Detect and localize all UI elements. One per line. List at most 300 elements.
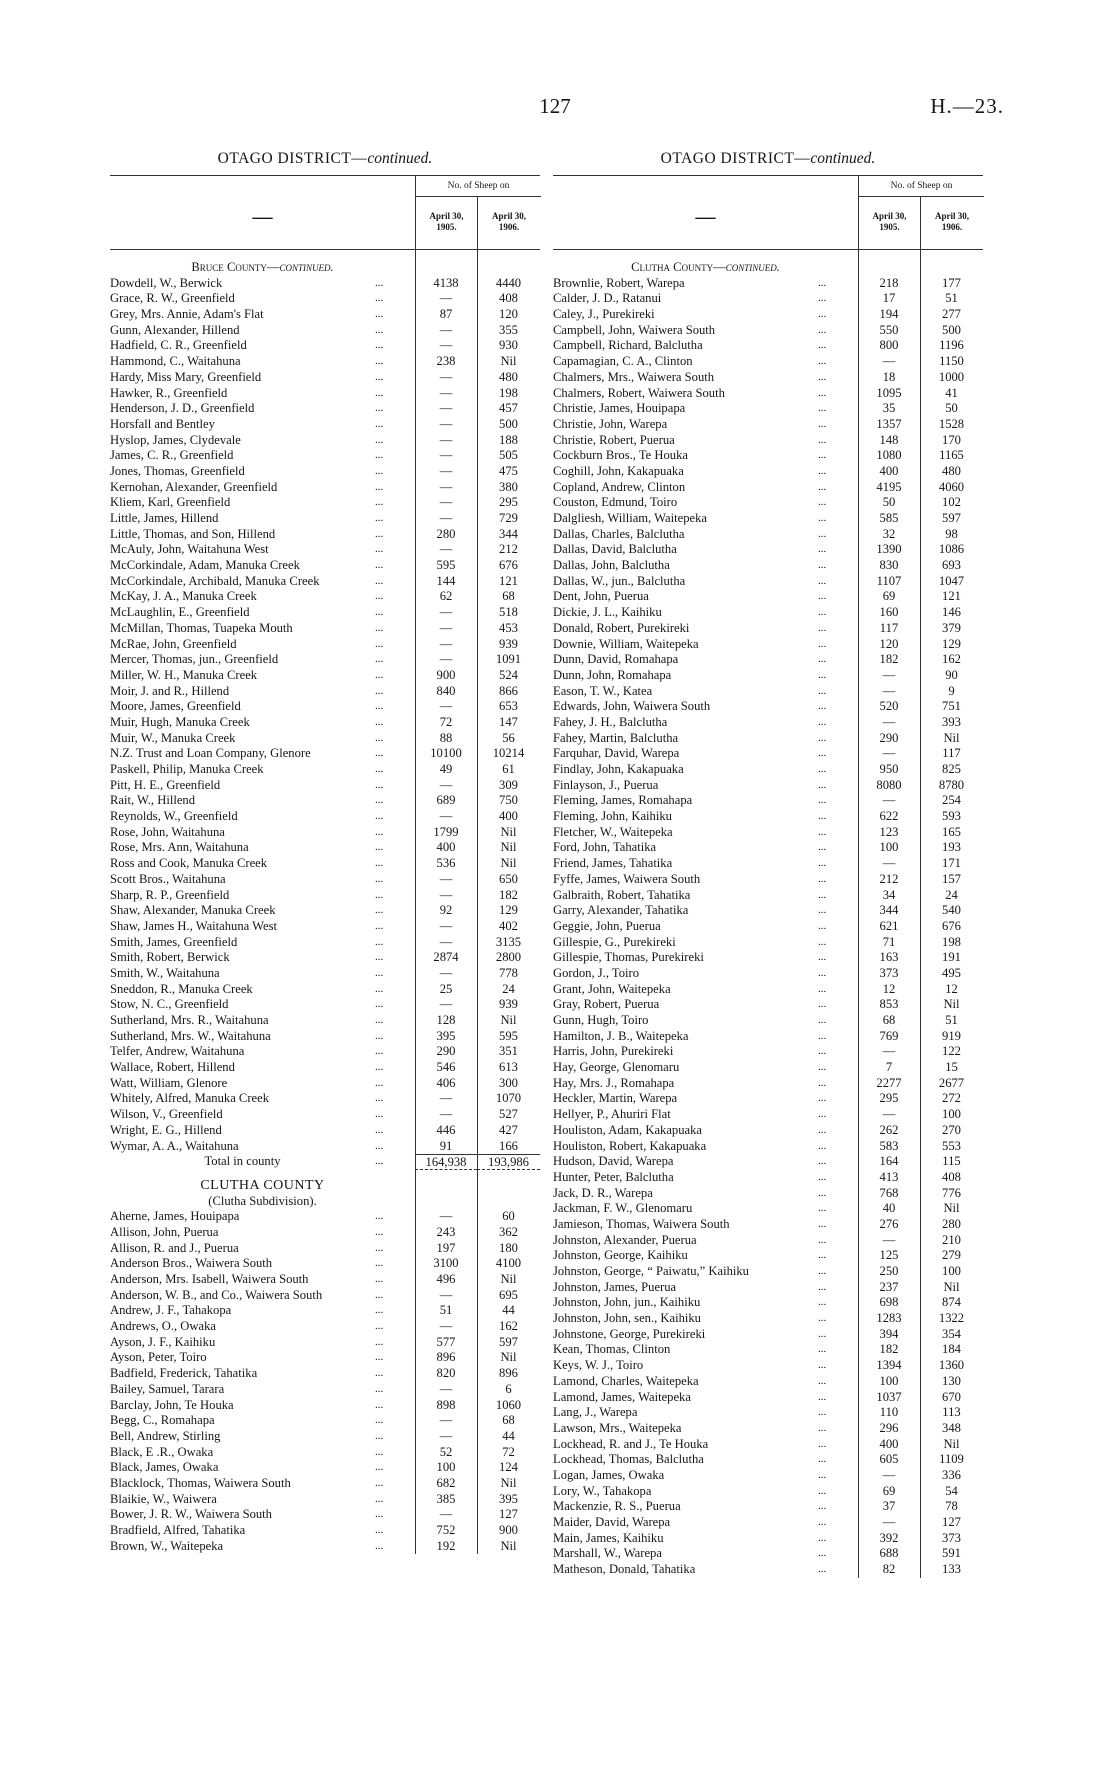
owner-name: Garry, Alexander, Tahatika: [553, 903, 689, 918]
right-column: [553, 150, 983, 1578]
table-row: [553, 1170, 983, 1186]
table-row: [110, 888, 540, 904]
sheep-1906: 191: [942, 950, 961, 965]
table-row: [553, 307, 983, 323]
sheep-1906: 408: [942, 1169, 961, 1184]
owner-name: Fyffe, James, Waiwera South: [553, 871, 701, 886]
table-row: [553, 762, 983, 778]
owner-name: Gunn, Alexander, Hillend: [110, 322, 240, 337]
owner-name: Allison, R. and J., Puerua: [110, 1240, 239, 1255]
owner-name: Fletcher, W., Waitepeka: [553, 824, 673, 839]
leader-dots: ...: [818, 825, 827, 838]
sheep-1906: 68: [502, 1413, 515, 1428]
sheep-1906: Nil: [500, 840, 517, 855]
leader-dots: ...: [818, 1327, 827, 1340]
table-row: [553, 825, 983, 841]
table-row: [110, 778, 540, 794]
table-row: [553, 1546, 983, 1562]
sheep-1905: 194: [879, 307, 899, 322]
sheep-1906: 113: [942, 1405, 961, 1420]
title-cont: continued.: [367, 150, 433, 167]
leader-dots: ...: [375, 1476, 384, 1489]
owner-name: Whitely, Alfred, Manuka Creek: [110, 1091, 270, 1106]
sheep-1905: 182: [879, 652, 899, 667]
leader-dots: ...: [375, 872, 384, 885]
owner-name: Maider, David, Warepa: [553, 1515, 671, 1529]
owner-name: Dickie, J. L., Kaihiku: [553, 605, 662, 620]
sheep-1906: 198: [942, 934, 961, 949]
sheep-1905: —: [439, 871, 453, 886]
sheep-1905: 689: [436, 793, 456, 808]
sheep-1905: —: [439, 918, 453, 933]
sheep-1906: 379: [942, 620, 961, 635]
sheep-1905: 62: [439, 589, 453, 604]
leader-dots: ...: [818, 1170, 827, 1183]
leader-dots: ...: [818, 402, 827, 415]
sheep-1906: 90: [945, 667, 958, 682]
leader-dots: ...: [375, 1382, 384, 1395]
sheep-1905: —: [882, 746, 896, 761]
owner-name: Dallas, Charles, Balclutha: [553, 526, 685, 541]
sheep-1905: —: [439, 887, 453, 902]
table-row: [553, 1280, 983, 1296]
leader-dots: ...: [375, 684, 384, 697]
owner-name: Wymar, A. A., Waitahuna: [110, 1138, 239, 1153]
page-number: 127: [539, 94, 571, 118]
leader-dots: ...: [818, 1123, 827, 1136]
leader-dots: ...: [818, 370, 827, 383]
leader-dots: ...: [818, 1531, 827, 1544]
sheep-1905: —: [439, 542, 453, 557]
table-row: [553, 966, 983, 982]
leader-dots: ...: [818, 1343, 827, 1356]
table-row: [110, 731, 540, 747]
sheep-1905: 123: [879, 824, 899, 839]
sheep-1906: 24: [945, 887, 958, 902]
header-sheep-count: No. of Sheep on: [415, 176, 541, 197]
table-row: [110, 1225, 540, 1241]
owner-name: Brownlie, Robert, Warepa: [553, 275, 685, 290]
sheep-1906: 277: [942, 307, 961, 322]
table-row: [110, 966, 540, 982]
sheep-1905: 595: [436, 558, 456, 573]
owner-name: Coghill, John, Kakapuaka: [553, 463, 684, 478]
sheep-1906: 1091: [495, 652, 522, 667]
table-row: [553, 401, 983, 417]
sheep-1906: 670: [942, 1389, 961, 1404]
table-row: [110, 1398, 540, 1414]
owner-name: Gunn, Hugh, Toiro: [553, 1013, 649, 1027]
table-row: [553, 652, 983, 668]
sheep-1905: 2874: [433, 950, 459, 965]
sheep-1906: 650: [499, 871, 518, 886]
owner-name: Smith, Robert, Berwick: [110, 950, 230, 965]
owner-name: Grace, R. W., Greenfield: [110, 291, 235, 306]
leader-dots: ...: [818, 1484, 827, 1497]
table-row: [553, 542, 983, 558]
leader-dots: ...: [818, 1265, 827, 1277]
table-row: [110, 354, 540, 370]
owner-name: Henderson, J. D., Greenfield: [110, 401, 255, 416]
table-row: [553, 1515, 983, 1531]
table-row: [110, 1209, 540, 1225]
leader-dots: ...: [375, 1304, 384, 1317]
leader-dots: ...: [375, 543, 384, 556]
sheep-1905: 117: [879, 620, 899, 635]
table-row: [553, 1029, 983, 1045]
table-row: [553, 809, 983, 825]
sheep-1906: 44: [502, 1303, 515, 1318]
sheep-1906: 362: [499, 1224, 518, 1239]
leader-dots: ...: [818, 1249, 827, 1262]
sheep-1906: 751: [942, 699, 961, 714]
table-row: [110, 793, 540, 809]
sheep-1906: Nil: [500, 1013, 517, 1027]
title-main: OTAGO DISTRICT—: [217, 150, 368, 167]
left-table-body: [110, 250, 540, 1554]
leader-dots: ...: [818, 1563, 827, 1576]
leader-dots: ...: [375, 496, 384, 509]
table-row: [110, 1366, 540, 1382]
sheep-1906: 480: [942, 463, 961, 478]
sheep-1906: 50: [945, 401, 958, 416]
leader-dots: ...: [818, 1390, 827, 1403]
owner-name: Sutherland, Mrs. W., Waitahuna: [110, 1028, 271, 1043]
sheep-1906: 157: [942, 871, 961, 886]
sheep-1905: 400: [436, 840, 456, 855]
table-row: [110, 1382, 540, 1398]
sheep-1906: 825: [942, 762, 961, 776]
leader-dots: ...: [375, 951, 384, 964]
sheep-1906: 182: [499, 887, 518, 902]
leader-dots: ...: [818, 747, 827, 760]
owner-name: Blaikie, W., Waiwera: [110, 1491, 217, 1506]
table-row: [553, 1139, 983, 1155]
sheep-1905: 290: [436, 1044, 456, 1059]
sheep-1906: 184: [942, 1342, 961, 1357]
leader-dots: ...: [375, 402, 384, 415]
leader-dots: ...: [818, 1014, 827, 1026]
table-row: [110, 480, 540, 496]
sheep-1906: 279: [942, 1248, 961, 1263]
leader-dots: ...: [818, 1155, 827, 1168]
table-row: [553, 746, 983, 762]
sheep-1906: 778: [499, 965, 518, 980]
sheep-1906: 593: [942, 809, 961, 824]
sheep-1905: 49: [439, 762, 453, 776]
sheep-1906: 121: [942, 589, 961, 604]
leader-dots: ...: [375, 841, 384, 854]
table-row: [553, 527, 983, 543]
table-row: [553, 1452, 983, 1468]
owner-name: N.Z. Trust and Loan Company, Glenore: [110, 746, 311, 761]
owner-name: Fleming, John, Kaihiku: [553, 809, 672, 824]
leader-dots: ...: [818, 637, 827, 650]
total-1906: 193,986: [477, 1154, 540, 1170]
leader-dots: ...: [375, 355, 384, 368]
table-row: [553, 354, 983, 370]
section-heading-clutha: CLUTHA COUNTY: [200, 1177, 325, 1193]
section-heading-bruce: Bruce County—continued.: [191, 260, 334, 274]
leader-dots: ...: [818, 998, 827, 1011]
owner-name: Moir, J. and R., Hillend: [110, 683, 230, 698]
leader-dots: ...: [375, 1210, 384, 1223]
leader-dots: ...: [818, 1186, 827, 1199]
leader-dots: ...: [818, 527, 827, 540]
leader-dots: ...: [818, 355, 827, 368]
table-row: [553, 276, 983, 292]
leader-dots: ...: [818, 1468, 827, 1481]
clutha-cont-rows: [553, 276, 983, 1578]
table-row: [110, 840, 540, 856]
table-row: [553, 1123, 983, 1139]
table-row: [110, 621, 540, 637]
sheep-1905: 769: [879, 1028, 899, 1043]
sheep-1905: 280: [436, 526, 456, 541]
sheep-1905: 148: [879, 432, 899, 447]
table-row: [110, 323, 540, 339]
sheep-1905: 4138: [433, 275, 459, 290]
leader-dots: ...: [818, 1312, 827, 1325]
leader-dots: ...: [818, 496, 827, 509]
sheep-1906: 597: [499, 1334, 518, 1349]
table-row: [110, 684, 540, 700]
owner-name: Watt, William, Glenore: [110, 1075, 228, 1090]
table-row: [110, 370, 540, 386]
owner-name: Christie, John, Warepa: [553, 416, 668, 431]
table-row: [110, 291, 540, 307]
owner-name: Couston, Edmund, Toiro: [553, 495, 678, 510]
leader-dots: ...: [818, 1139, 827, 1152]
table-row: [110, 872, 540, 888]
sheep-1905: 295: [879, 1091, 899, 1106]
table-row: [110, 903, 540, 919]
owner-name: Harris, John, Purekireki: [553, 1044, 674, 1059]
owner-name: Aherne, James, Houipapa: [110, 1209, 240, 1224]
header-1906: April 30, 1906.: [477, 197, 540, 249]
sheep-1905: 100: [436, 1460, 456, 1475]
owner-name: Caley, J., Purekireki: [553, 307, 655, 322]
leader-dots: ...: [818, 574, 827, 587]
table-row: [553, 1390, 983, 1406]
sheep-1905: —: [439, 605, 453, 620]
owner-name: McLaughlin, E., Greenfield: [110, 605, 250, 620]
sheep-1905: 238: [436, 354, 456, 369]
owner-name: Donald, Robert, Purekireki: [553, 620, 690, 635]
owner-name: Dallas, W., jun., Balclutha: [553, 573, 686, 588]
sheep-1906: 354: [942, 1326, 961, 1341]
sheep-1905: —: [882, 667, 896, 682]
leader-dots: ...: [375, 1108, 384, 1121]
sheep-1905: —: [882, 793, 896, 808]
table-row: [553, 1186, 983, 1202]
sheep-1905: 853: [879, 997, 899, 1012]
table-row: [553, 731, 983, 747]
sheep-1905: —: [439, 463, 453, 478]
sheep-1906: 120: [499, 307, 518, 322]
sheep-1906: 60: [502, 1209, 515, 1224]
sheep-1906: 170: [942, 432, 961, 447]
sheep-1905: 896: [436, 1350, 456, 1365]
sheep-1905: 12: [882, 981, 896, 996]
owner-name: Stow, N. C., Greenfield: [110, 997, 229, 1012]
sheep-1905: —: [439, 385, 453, 400]
leader-dots: ...: [375, 292, 384, 305]
leader-dots: ...: [375, 1123, 384, 1136]
sheep-1906: 51: [945, 291, 958, 306]
sheep-1905: 550: [879, 322, 899, 337]
leader-dots: ...: [375, 1241, 384, 1254]
total-row: Total in county ... 164,938 193,986: [110, 1154, 540, 1170]
sheep-1906: 177: [942, 275, 961, 290]
table-row: [553, 1421, 983, 1437]
owner-name: McCorkindale, Adam, Manuka Creek: [110, 558, 300, 573]
owner-name: Johnston, John, jun., Kaihiku: [553, 1295, 701, 1310]
table-row: [110, 715, 540, 731]
sheep-1906: 939: [499, 997, 518, 1012]
sheep-1905: —: [882, 1467, 896, 1482]
owner-name: Johnston, George, Kaihiku: [553, 1248, 688, 1263]
right-table-body: [553, 250, 983, 1578]
owner-name: Eason, T. W., Katea: [553, 683, 653, 698]
sheep-1905: 392: [879, 1530, 899, 1545]
owner-name: Christie, Robert, Puerua: [553, 432, 675, 447]
sheep-1906: 162: [942, 652, 961, 667]
owner-name: Hamilton, J. B., Waitepeka: [553, 1028, 689, 1043]
sheep-1905: 17: [882, 291, 896, 306]
owner-name: Matheson, Donald, Tahatika: [553, 1562, 696, 1577]
table-row: [110, 307, 540, 323]
sheep-1905: —: [882, 1107, 896, 1122]
table-row: [110, 1139, 540, 1155]
leader-dots: ...: [818, 888, 827, 901]
owner-name: Johnstone, George, Purekireki: [553, 1326, 706, 1341]
owner-name: Miller, W. H., Manuka Creek: [110, 667, 258, 682]
sheep-1906: 693: [942, 558, 961, 573]
sheep-1906: 500: [499, 416, 518, 431]
table-row: [110, 495, 540, 511]
leader-dots: ...: [818, 323, 827, 336]
sheep-1905: 250: [879, 1264, 899, 1278]
owner-name: Main, James, Kaihiku: [553, 1530, 664, 1545]
owner-name: Fleming, James, Romahapa: [553, 793, 693, 808]
table-row: [553, 997, 983, 1013]
sheep-1905: 82: [882, 1562, 896, 1577]
table-row: [553, 699, 983, 715]
table-row: [553, 1013, 983, 1029]
header-1905: April 30, 1905.: [415, 197, 477, 249]
sheep-1905: 1799: [433, 824, 459, 839]
table-row: [110, 1091, 540, 1107]
sheep-1906: 210: [942, 1232, 961, 1247]
leader-dots: ...: [818, 590, 827, 603]
table-row: [110, 1288, 540, 1304]
leader-dots: ...: [818, 308, 827, 321]
owner-name: Hadfield, C. R., Greenfield: [110, 338, 247, 353]
sheep-1905: 496: [436, 1272, 456, 1286]
owner-name: Smith, James, Greenfield: [110, 934, 238, 949]
table-row: [553, 872, 983, 888]
sheep-1906: 595: [499, 1028, 518, 1043]
sheep-1906: 676: [499, 558, 518, 573]
owner-name: Dunn, John, Romahapa: [553, 667, 672, 682]
leader-dots: ...: [375, 794, 384, 807]
table-row: [110, 699, 540, 715]
table-row: [110, 448, 540, 464]
sheep-1905: —: [882, 354, 896, 369]
owner-name: Cockburn Bros., Te Houka: [553, 448, 688, 463]
leader-dots: ...: [375, 966, 384, 979]
leader-dots: ...: [818, 417, 827, 430]
table-row: [110, 1429, 540, 1445]
owner-name: Grey, Mrs. Annie, Adam's Flat: [110, 307, 264, 322]
table-row: [110, 1303, 540, 1319]
owner-name: Wright, E. G., Hillend: [110, 1122, 222, 1137]
sheep-1905: 128: [436, 1013, 456, 1027]
sheep-1905: 8080: [876, 777, 902, 792]
table-row: [110, 1060, 540, 1076]
sheep-1905: 69: [882, 1483, 896, 1498]
sheep-1906: Nil: [500, 1538, 517, 1553]
leader-dots: ...: [375, 700, 384, 713]
table-row: [553, 1499, 983, 1515]
total-1905: 164,938: [415, 1154, 477, 1170]
table-row: [553, 637, 983, 653]
sheep-1905: —: [439, 401, 453, 416]
sheep-1905: —: [439, 620, 453, 635]
table-row: [110, 1319, 540, 1335]
owner-name: Ross and Cook, Manuka Creek: [110, 856, 268, 871]
leader-dots: ...: [375, 559, 384, 572]
sheep-1906: 3135: [495, 934, 522, 949]
sheep-1905: —: [439, 511, 453, 525]
sheep-1905: —: [439, 1091, 453, 1106]
sheep-1906: 896: [499, 1366, 518, 1381]
sheep-1905: 32: [882, 526, 896, 541]
sheep-1905: —: [439, 291, 453, 306]
leader-dots: ...: [375, 935, 384, 948]
table-row: [553, 1311, 983, 1327]
sheep-1906: 129: [499, 903, 518, 918]
sheep-1905: —: [439, 777, 453, 792]
owner-name: Horsfall and Bentley: [110, 416, 215, 431]
table-row: [110, 746, 540, 762]
owner-name: Sharp, R. P., Greenfield: [110, 887, 230, 902]
sheep-1905: 197: [436, 1240, 456, 1255]
leader-dots: ...: [375, 370, 384, 383]
sheep-1906: 400: [499, 809, 518, 824]
table-row: [110, 386, 540, 402]
owner-name: Dunn, David, Romahapa: [553, 652, 679, 667]
sheep-1906: 51: [945, 1013, 958, 1027]
sheep-1905: —: [439, 369, 453, 384]
table-row: [110, 1256, 540, 1272]
sheep-1905: 950: [879, 762, 899, 776]
sheep-1905: 1095: [876, 385, 902, 400]
leader-dots: ...: [375, 982, 384, 995]
sheep-1905: 18: [882, 369, 896, 384]
sheep-1906: 146: [942, 605, 961, 620]
leader-dots: ...: [818, 684, 827, 697]
sheep-1906: 12: [945, 981, 958, 996]
table-row: [553, 1154, 983, 1170]
sheep-1906: 1322: [938, 1311, 965, 1326]
owner-name: Brown, W., Waitepeka: [110, 1538, 224, 1553]
sheep-1905: 373: [879, 965, 899, 980]
owner-name: Geggie, John, Puerua: [553, 918, 661, 933]
leader-dots: ...: [375, 747, 384, 760]
sheep-1906: Nil: [943, 1279, 960, 1294]
